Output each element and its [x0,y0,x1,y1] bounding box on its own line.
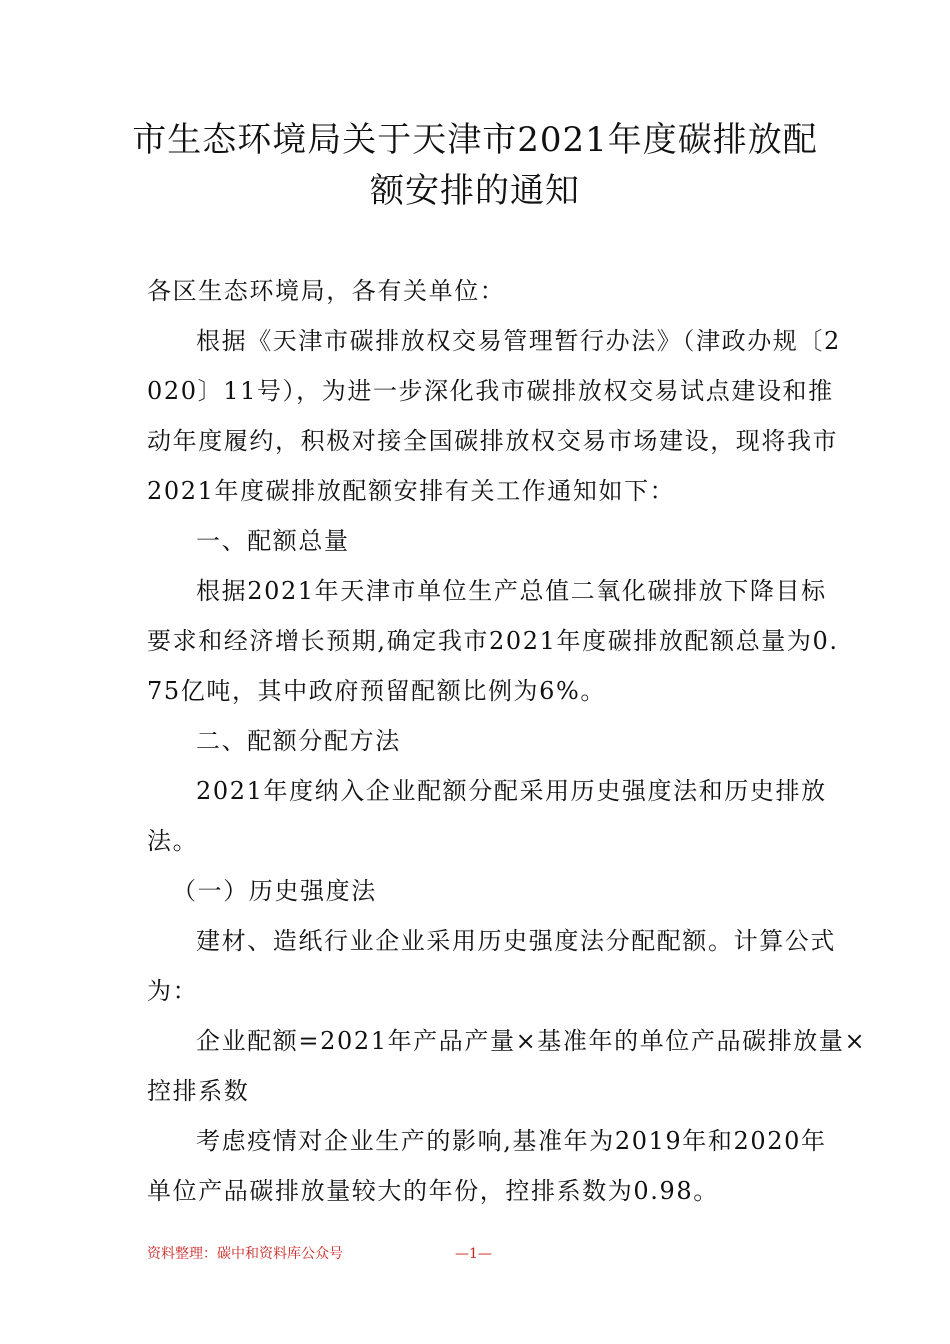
formula-line: 控排系数 [147,1077,250,1105]
paragraph-line: 为： [147,977,199,1005]
section-heading-quota-total: 一、配额总量 [196,527,350,555]
paragraph-line: 建材、造纸行业企业采用历史强度法分配配额。计算公式 [196,927,836,955]
document-title-line-2: 额安排的通知 [370,171,580,211]
paragraph-line: 020〕11号），为进一步深化我市碳排放权交易试点建设和推 [147,377,834,405]
footer-source: 资料整理：碳中和资料库公众号 [147,1246,343,1262]
subsection-heading-historical-intensity: （一）历史强度法 [172,877,377,905]
paragraph-line: 要求和经济增长预期,确定我市2021年度碳排放配额总量为0. [147,627,839,655]
paragraph-line: 动年度履约，积极对接全国碳排放权交易市场建设，现将我市 [147,427,839,455]
salutation: 各区生态环境局，各有关单位： [147,277,506,305]
footer-page-number: —1— [455,1246,492,1262]
paragraph-line: 根据《天津市碳排放权交易管理暂行办法》（津政办规〔2 [196,327,841,355]
paragraph-line: 2021年度纳入企业配额分配采用历史强度法和历史排放 [196,777,827,805]
paragraph-line: 根据2021年天津市单位生产总值二氧化碳排放下降目标 [196,577,827,605]
paragraph-line: 单位产品碳排放量较大的年份，控排系数为0.98。 [147,1177,719,1205]
formula-line: 企业配额=2021年产品产量×基准年的单位产品碳排放量× [196,1027,867,1055]
document-title-line-1: 市生态环境局关于天津市2021年度碳排放配 [132,120,818,160]
paragraph-line: 2021年度碳排放配额安排有关工作通知如下： [147,477,676,505]
paragraph-line: 75亿吨，其中政府预留配额比例为6%。 [147,677,607,705]
paragraph-line: 法。 [147,827,199,855]
section-heading-allocation-method: 二、配额分配方法 [196,727,401,755]
paragraph-line: 考虑疫情对企业生产的影响,基准年为2019年和2020年 [196,1127,827,1155]
